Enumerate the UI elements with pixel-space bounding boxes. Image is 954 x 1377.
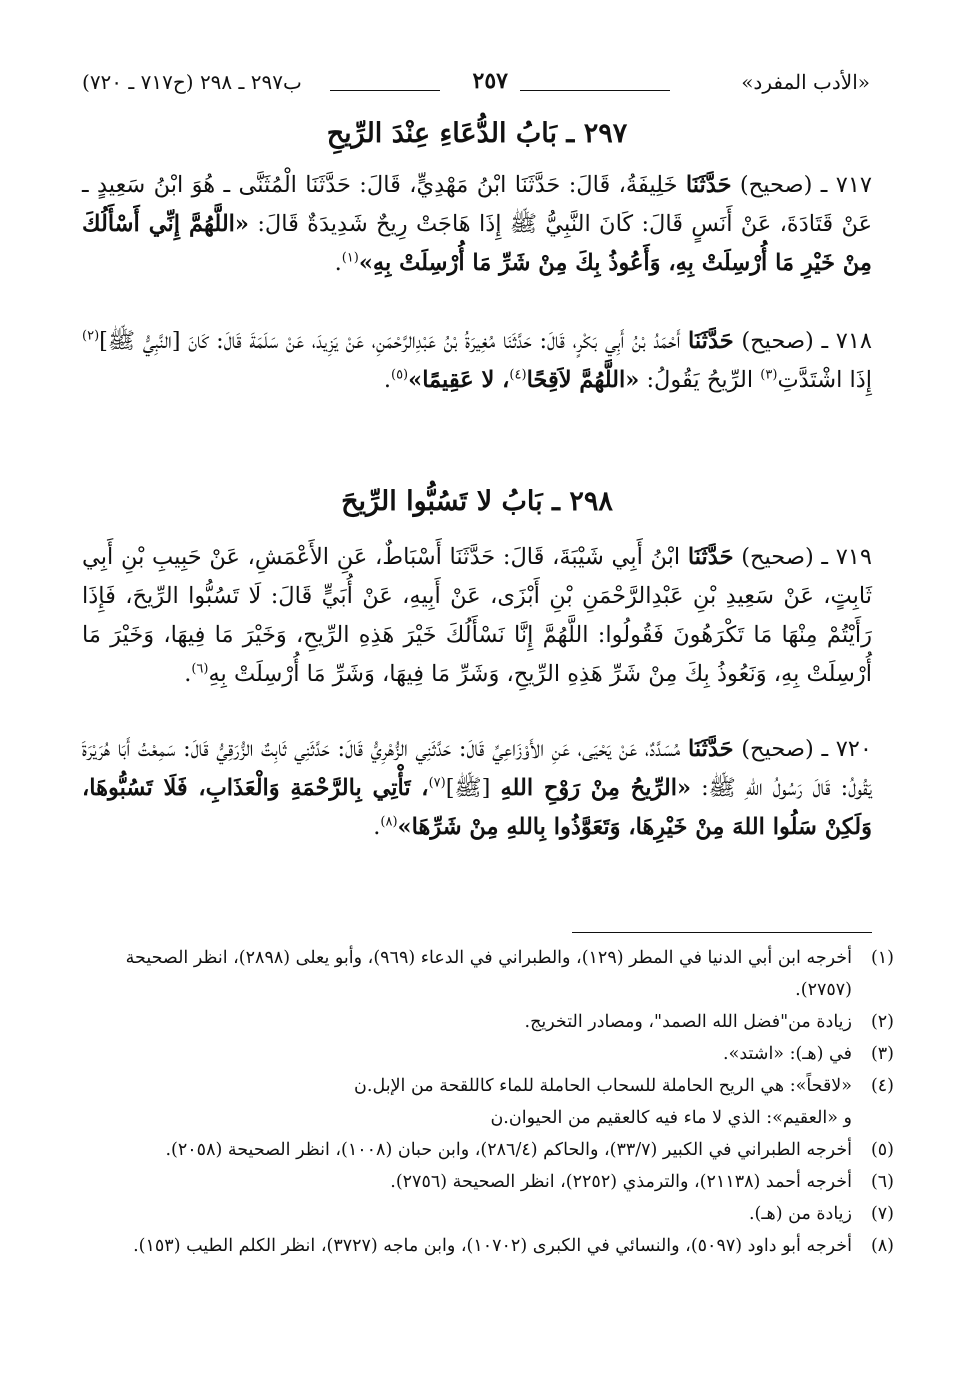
period: . (383, 367, 391, 393)
footnote-number: (٨) (870, 1236, 894, 1256)
page-number: ٢٥٧ (472, 68, 508, 94)
chapter-title: ٢٩٧ ـ بَابُ الدُّعَاءِ عِنْدَ الرِّيحِ (326, 118, 628, 149)
footnote-marker: (١) (341, 250, 359, 266)
footnote-number: (٢) (870, 1012, 894, 1032)
footnote-number: (٤) (870, 1076, 894, 1096)
hadith-720 (82, 730, 872, 847)
footnote-number: (٦) (870, 1172, 894, 1192)
footnote (74, 1134, 894, 1166)
chapter-title: ٢٩٨ ـ بَابُ لا تَسُبُّوا الرِّيحَ (341, 486, 613, 517)
footnote (74, 1070, 894, 1134)
footnote-text: في (هـ): «اشتد». (723, 1044, 852, 1064)
hadith-718 (82, 322, 872, 400)
bracket-addition: [ﷺ] (445, 775, 501, 801)
haddathana: حَدَّثَنَا (685, 172, 732, 198)
haddathana: حَدَّثَنَا (687, 736, 734, 762)
hadith-lead: ٧٢٠ ـ (صحيح) (741, 736, 872, 762)
hadith-text: أَحْمَدُ بْنُ أَبِي بَكْرٍ، قَالَ: حَدَّثَنَا مُغِيرَةُ بْنُ عَبْدِالرَّحْمَنِ، عَنْ يَزِيدَ، عَنْ سَلَمَةَ قَالَ: كَانَ [النَّبِيُّ ﷺ] (99, 328, 681, 354)
hadith-text: الرِّيحُ يَقُولُ: (639, 367, 761, 393)
footnote (74, 942, 894, 1006)
footnote-text: «لاقحاً»: هي الريح الحاملة للسحاب الحاملة للماء كاللقحة من الإبل.ن (354, 1076, 852, 1096)
footnote-separator (572, 932, 872, 933)
period: . (373, 814, 381, 840)
hadith-lead: ٧١٧ ـ (صحيح) (739, 172, 872, 198)
hadith-quote: ، تَأْتِي بِالرَّحْمَةِ وَالْعَذَابِ، فَلَا تَسُبُّوهَا، وَلَكِنْ سَلُوا اللهَ مِنْ خَيْرِهَا، وَتَعَوَّذُوا بِاللهِ مِنْ شَرِّهَا» (82, 775, 872, 840)
dua-text: ، لا عَقِيمًا» (408, 367, 510, 393)
footnote-text: أخرجه الطبراني في الكبير (٣٣/٧)، والحاكم (٢٨٦/٤)، وابن حبان (١٠٠٨)، انظر الصحيحة (٢٠٥٨). (165, 1140, 852, 1160)
dua-text: «اللَّهُمَّ لاَقِحًا (526, 367, 640, 393)
footnote-number: (٣) (870, 1044, 894, 1064)
period: . (184, 661, 192, 687)
haddathana: حَدَّثَنَا (687, 544, 734, 570)
footnote (74, 1198, 894, 1230)
footnote-marker: (٥) (390, 367, 409, 383)
hadith-text: إِذَا اشْتَدَّتِ (777, 367, 872, 393)
footnote-text: أخرجه أبو داود (٥٠٩٧)، والنسائي في الكبرى (١٠٧٠٢)، وابن ماجه (٣٧٢٧)، انظر الكلم الطيب (١٥٣). (133, 1236, 852, 1256)
dua-text: «اللَّهُمَّ إِنِّي أَسْأَلُكَ مِنْ خَيْرِ مَا أُرْسِلَتْ بِهِ، وَأَعُوذُ بِكَ مِنْ شَرِّ مَا أُرْسِلَتْ بِهِ» (82, 211, 872, 276)
header-rule (330, 90, 440, 91)
footnotes (74, 942, 894, 1262)
header-rule (520, 90, 670, 91)
footnote-marker: (٧) (428, 775, 446, 791)
haddathana: حَدَّثَنَا (688, 328, 734, 354)
footnote (74, 1006, 894, 1038)
footnote-number: (٧) (870, 1204, 894, 1224)
footnote-marker: (٤) (509, 367, 527, 383)
running-header (82, 66, 870, 100)
footnote-text: زيادة من"فضل الله الصمد"، ومصادر التخريج. (524, 1012, 852, 1032)
footnote-number: (٥) (870, 1140, 894, 1160)
hadith-quote: «الرِّيحُ مِنْ رَوْحِ اللهِ (500, 775, 692, 801)
footnote-marker: (٦) (191, 661, 209, 677)
hadith-text: ابْنُ أَبِي شَيْبَةَ، قَالَ: حَدَّثَنَا أَسْبَاطٌ، عَنِ الأَعْمَشِ، عَنْ حَبِيبِ بْنِ أَبِي ثَابِتٍ، عَنْ سَعِيدِ بْنِ عَبْدِالرَّحْمَنِ بْنِ أَبْزَى، عَنْ أَبِيهِ، عَنْ أُبَيٍّ قَالَ: لَا تَسُبُّوا الرِّيحَ، فَإِذَا رَأَيْتُمْ مِنْهَا مَا تَكْرَهُونَ فَقُولُوا: اللَّهُمَّ إِنَّا نَسْأَلُكَ خَيْرَ هَذِهِ الرِّيحِ، وَخَيْرَ مَا فِيهَا، وَخَيْرَ مَا أُرْسِلَتْ بِهِ، وَنَعُوذُ بِكَ مِنْ شَرِّ هَذِهِ الرِّيحِ، وَشَرِّ مَا فِيهَا، وَشَرِّ مَا أُرْسِلَتْ بِهِ (82, 544, 872, 687)
hadith-text: خَلِيفَةُ، قَالَ: حَدَّثَنَا ابْنُ مَهْدِيٍّ، قَالَ: حَدَّثَنَا الْمُثَنَّى ـ هُوَ ابْنُ سَعِيدٍ ـ عَنْ قَتَادَةَ، عَنْ أَنَسٍ قَالَ: كَانَ النَّبِيُّ ﷺ إِذَا هَاجَتْ رِيحٌ شَدِيدَةٌ قَالَ: (82, 172, 872, 237)
footnote-number: (١) (870, 948, 894, 968)
footnote-text: زيادة من (هـ). (748, 1204, 852, 1224)
period: . (334, 250, 342, 276)
footnote-marker: (٢) (82, 328, 100, 344)
footnote-marker: (٨) (380, 814, 398, 830)
hadith-717 (82, 166, 872, 283)
footnote-text: أخرجه أحمد (٢١١٣٨)، والترمذي (٢٢٥٢)، انظر الصحيحة (٢٧٥٦). (390, 1172, 852, 1192)
hadith-719 (82, 538, 872, 694)
chapter-reference: ب٢٩٧ ـ ٢٩٨ (ح٧١٧ ـ ٧٢٠) (82, 70, 302, 94)
footnote-text: و «العقيم»: الذي لا ماء فيه كالعقيم من الحيوان.ن (490, 1108, 852, 1128)
footnote (74, 1166, 894, 1198)
book-title: «الأدب المفرد» (741, 70, 870, 94)
footnote (74, 1038, 894, 1070)
hadith-text: مُسَدَّدٌ، عَنْ يَحْيَى، عَنِ الأَوْزَاعِيِّ قَالَ: حَدَّثَنِي الزُّهْرِيُّ قَالَ: حَدَّثَنِي ثَابِتٌ الزُّرَقِيُّ قَالَ: سَمِعْتُ أَبَا هُرَيْرَةَ يَقُولُ: قَالَ رَسُولُ اللهِ ﷺ: (82, 736, 873, 801)
hadith-lead: ٧١٩ ـ (صحيح) (741, 544, 872, 570)
footnote (74, 1230, 894, 1262)
footnote-marker: (٣) (760, 367, 778, 383)
footnote-text: أخرجه ابن أبي الدنيا في المطر (١٢٩)، والطبراني في الدعاء (٩٦٩)، وأبو يعلى (٢٨٩٨)، انظر الصحيحة (٢٧٥٧). (125, 948, 852, 1000)
hadith-lead: ٧١٨ ـ (صحيح) (741, 328, 872, 354)
